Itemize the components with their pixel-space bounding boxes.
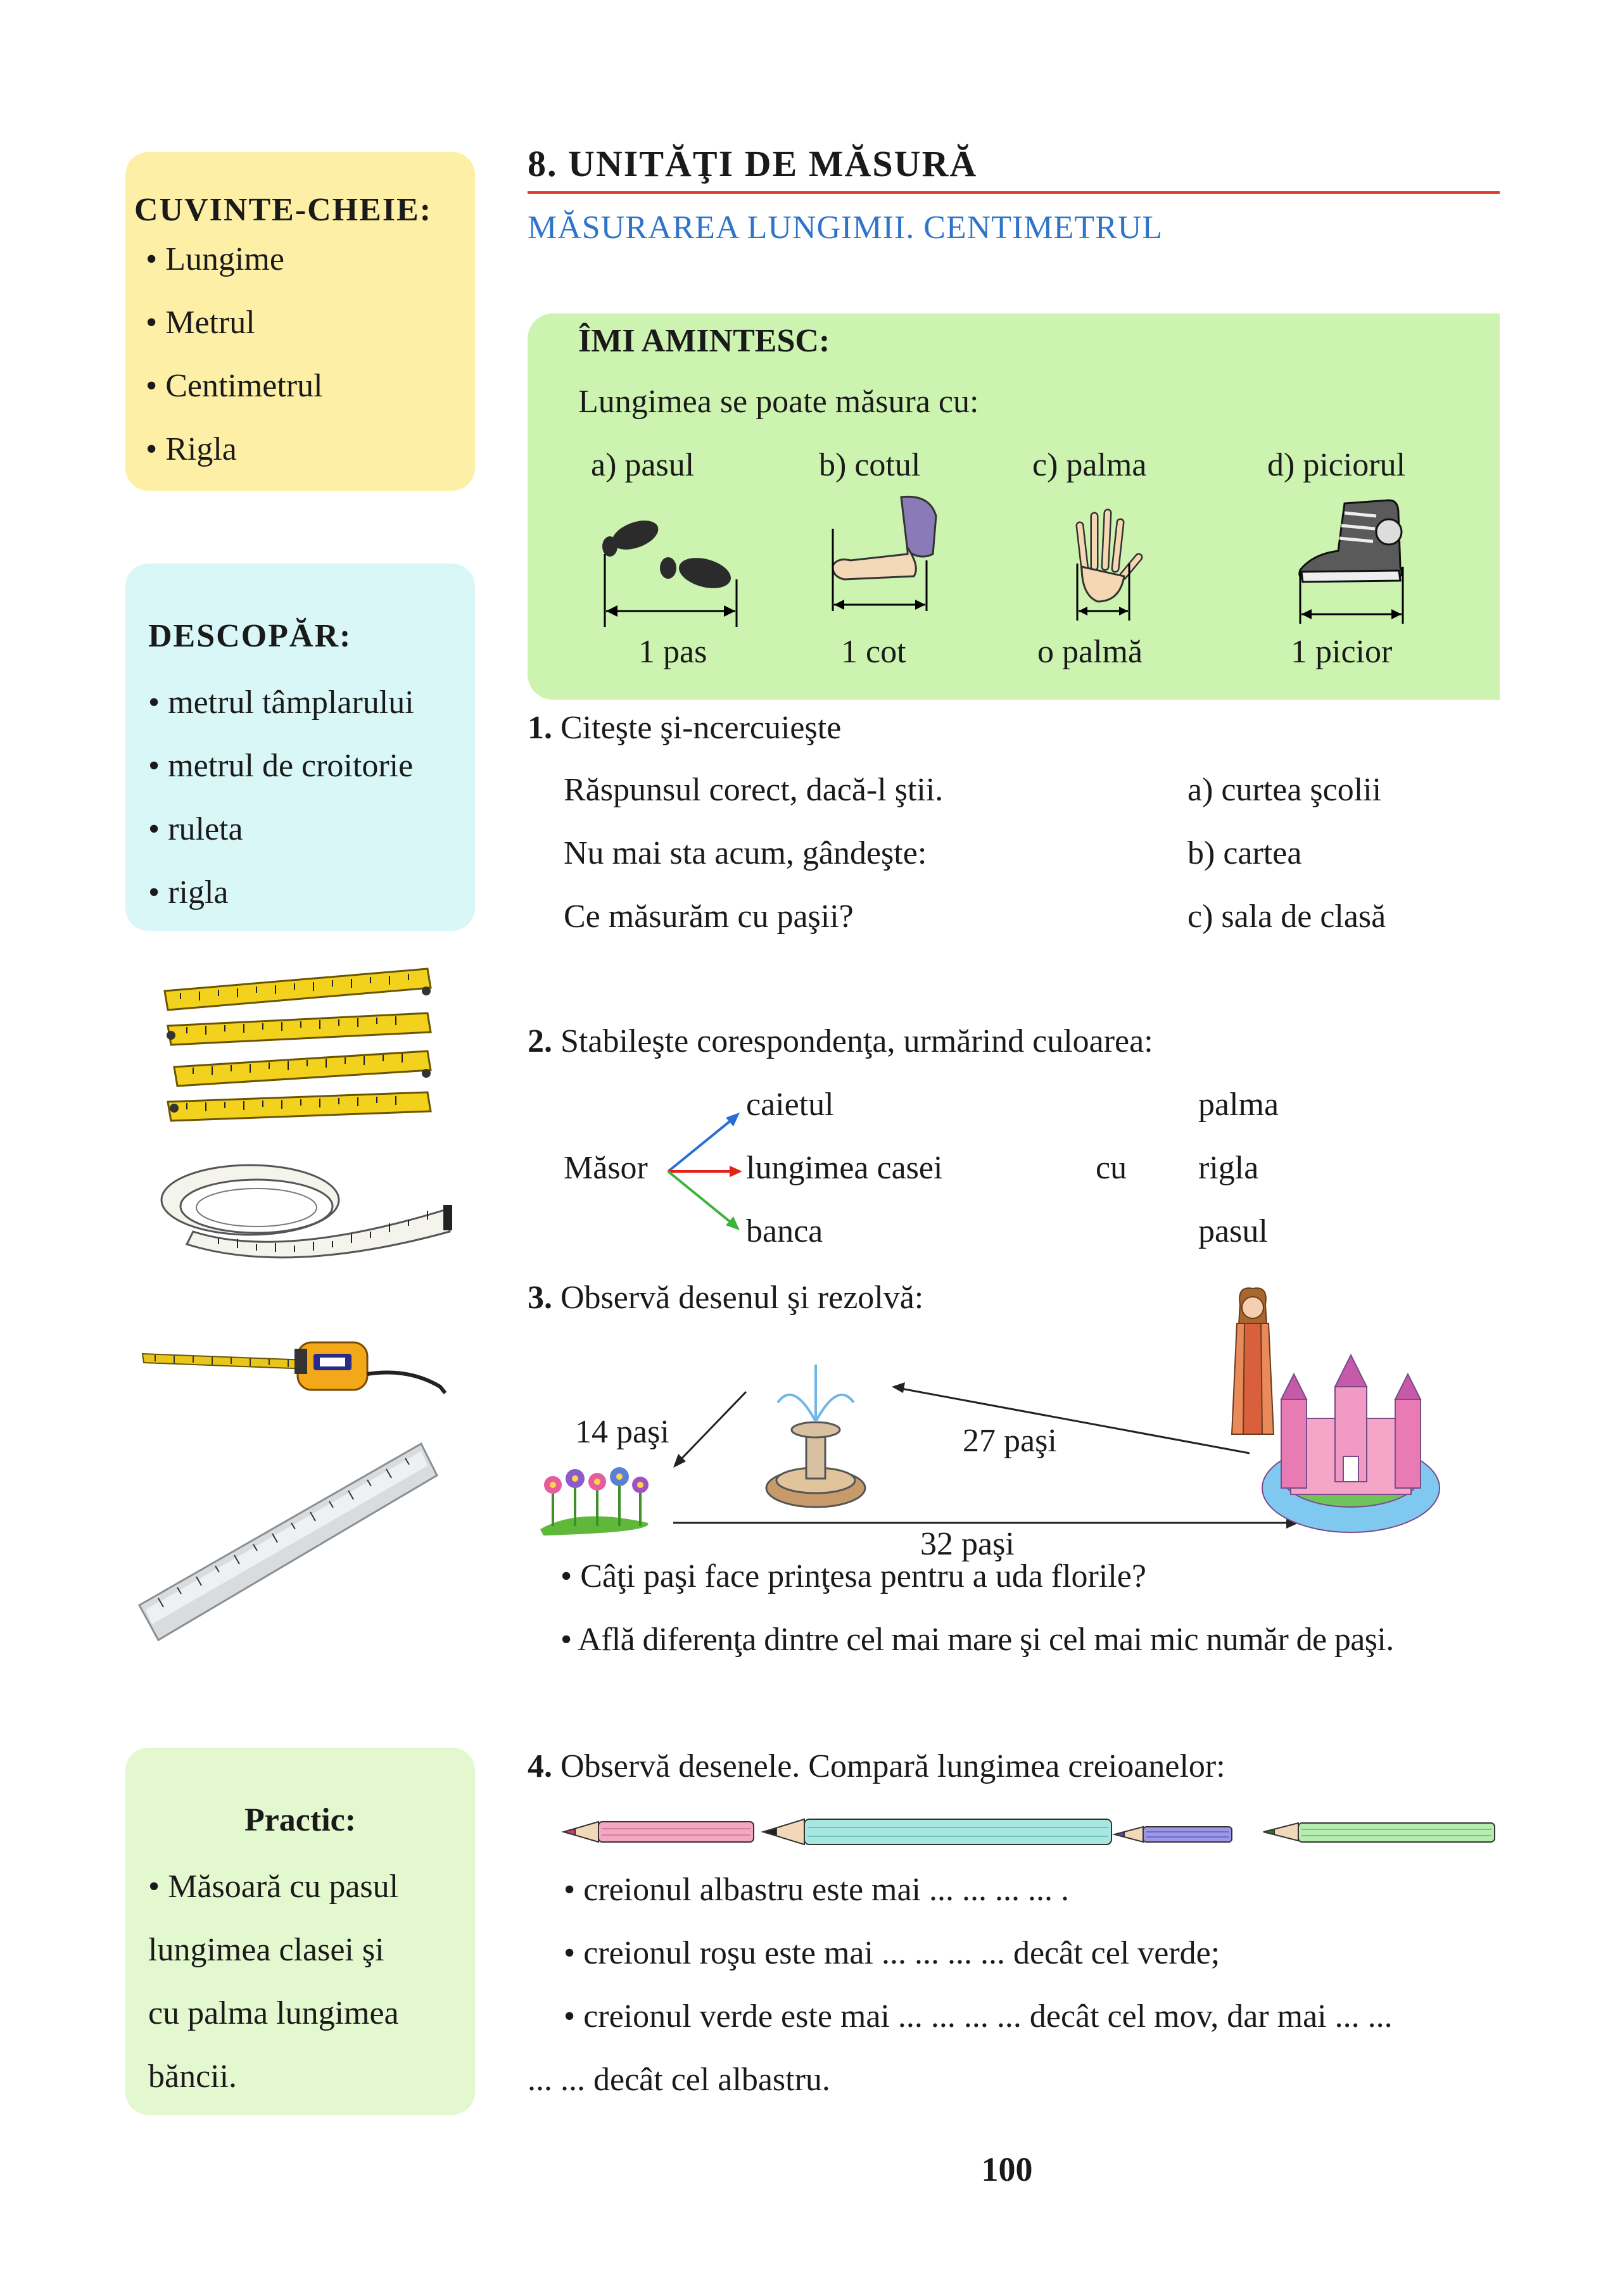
ex2-text: Stabileşte corespondenţa, urmărind culoarea:	[560, 1023, 1153, 1059]
ex3-number: 3.	[528, 1280, 552, 1316]
keyword-item: • Lungime	[146, 241, 284, 277]
ex2-number: 2.	[528, 1023, 552, 1059]
red-pencil-icon	[564, 1822, 754, 1842]
ex4-line: • creionul roşu este mai ... ... ... ... decât cel verde;	[564, 1935, 1220, 1971]
ex1-number: 1.	[528, 710, 552, 746]
purple-pencil-icon	[1115, 1827, 1232, 1842]
discover-box	[125, 564, 475, 931]
ex1-answer[interactable]: c) sala de clasă	[1187, 899, 1386, 935]
ex1-text: Citeşte şi-ncercuieşte	[560, 710, 842, 746]
practice-line: băncii.	[148, 2059, 237, 2095]
tailor-tape-image	[155, 1149, 453, 1263]
keywords-box	[125, 152, 475, 491]
practice-line: lungimea clasei şi	[148, 1932, 384, 1968]
princess-icon	[1232, 1288, 1274, 1434]
ex1-answer[interactable]: a) curtea şcolii	[1187, 772, 1382, 808]
keywords-list	[146, 228, 323, 481]
forearm-icon	[825, 491, 952, 630]
practice-line: • Măsoară cu pasul	[148, 1869, 399, 1905]
ex2-lead: Măsor	[564, 1150, 648, 1186]
option-palma: c) palma	[1032, 447, 1147, 483]
ex4-number: 4.	[528, 1748, 552, 1784]
ex1-line: Răspunsul corect, dacă-l ştii.	[564, 772, 944, 808]
option-cotul: b) cotul	[819, 447, 921, 483]
ex3-text: Observă desenul şi rezolvă:	[560, 1280, 924, 1316]
keywords-title: CUVINTE-CHEIE:	[134, 192, 433, 228]
practice-box	[125, 1748, 475, 2115]
ex2-object[interactable]: caietul	[746, 1087, 834, 1123]
discover-item: • ruleta	[148, 811, 243, 847]
discover-item: • metrul tâmplarului	[148, 684, 414, 721]
remember-box	[528, 313, 1500, 700]
page-number: 100	[981, 2150, 1033, 2188]
folding-rule-image	[161, 956, 434, 1127]
blue-pencil-icon	[763, 1819, 1111, 1845]
ex2-prompt	[528, 1023, 1153, 1060]
page-title: 8. UNITĂŢI DE MĂSURĂ	[528, 143, 978, 184]
steps-label: 27 paşi	[963, 1423, 1057, 1459]
ex2-connector: cu	[1096, 1150, 1127, 1186]
ex2-object[interactable]: banca	[746, 1213, 823, 1249]
castle-icon	[1262, 1355, 1440, 1532]
remember-title: ÎMI AMINTESC:	[578, 323, 830, 359]
title-rule	[528, 191, 1500, 194]
ex1-line: Ce măsurăm cu paşii?	[564, 899, 854, 935]
steps-label: 32 paşi	[920, 1526, 1015, 1562]
pencils-drawing	[564, 1808, 1501, 1855]
fountain-icon	[766, 1365, 865, 1507]
keyword-item: • Centimetrul	[146, 368, 323, 404]
discover-item: • metrul de croitorie	[148, 748, 414, 784]
ex3-drawing	[528, 1279, 1500, 1570]
unit-palma: o palmă	[1037, 634, 1143, 670]
ruler-image	[133, 1437, 443, 1653]
discover-title: DESCOPĂR:	[148, 618, 352, 654]
sneaker-icon	[1294, 497, 1414, 630]
ex1-line: Nu mai sta acum, gândeşte:	[564, 835, 927, 871]
keyword-item: • Metrul	[146, 305, 255, 341]
ex2-object[interactable]: lungimea casei	[746, 1150, 943, 1186]
ex4-text: Observă desenele. Compară lungimea creioanelor:	[560, 1748, 1225, 1784]
unit-picior: 1 picior	[1291, 634, 1393, 670]
practice-title: Practic:	[244, 1802, 357, 1838]
ex2-arrows	[665, 1105, 747, 1244]
footsteps-icon	[597, 510, 749, 630]
unit-pas: 1 pas	[638, 634, 707, 670]
ex3-question: • Câţi paşi face prinţesa pentru a uda florile?	[560, 1558, 1146, 1594]
ex4-prompt	[528, 1748, 1225, 1785]
ex2-tool[interactable]: rigla	[1198, 1150, 1259, 1186]
ex4-line: ... ... decât cel albastru.	[528, 2062, 830, 2098]
discover-item: • rigla	[148, 874, 229, 911]
ex1-prompt	[528, 709, 841, 747]
palm-icon	[1066, 500, 1148, 627]
page-subtitle: MĂSURAREA LUNGIMII. CENTIMETRUL	[528, 210, 1163, 246]
remember-intro: Lungimea se poate măsura cu:	[578, 384, 979, 420]
ex3-question: • Află diferenţa dintre cel mai mare şi cel mai mic număr de paşi.	[560, 1622, 1394, 1658]
practice-list	[148, 1855, 399, 2109]
ex1-answer[interactable]: b) cartea	[1187, 835, 1302, 871]
tape-measure-image	[142, 1330, 446, 1399]
option-pasul: a) pasul	[591, 447, 695, 483]
green-pencil-icon	[1263, 1823, 1495, 1842]
practice-line: cu palma lungimea	[148, 1995, 399, 2031]
ex2-tool[interactable]: palma	[1198, 1087, 1279, 1123]
ex4-line: • creionul verde este mai ... ... ... ... decât cel mov, dar mai ... ...	[564, 1998, 1393, 2034]
keyword-item: • Rigla	[146, 431, 237, 467]
option-piciorul: d) piciorul	[1267, 447, 1406, 483]
discover-list	[148, 671, 414, 924]
ex2-tool[interactable]: pasul	[1198, 1213, 1268, 1249]
unit-cot: 1 cot	[841, 634, 906, 670]
flowers-icon	[540, 1467, 649, 1536]
ex4-line: • creionul albastru este mai ... ... ... ... .	[564, 1872, 1070, 1908]
steps-label: 14 paşi	[575, 1414, 669, 1450]
